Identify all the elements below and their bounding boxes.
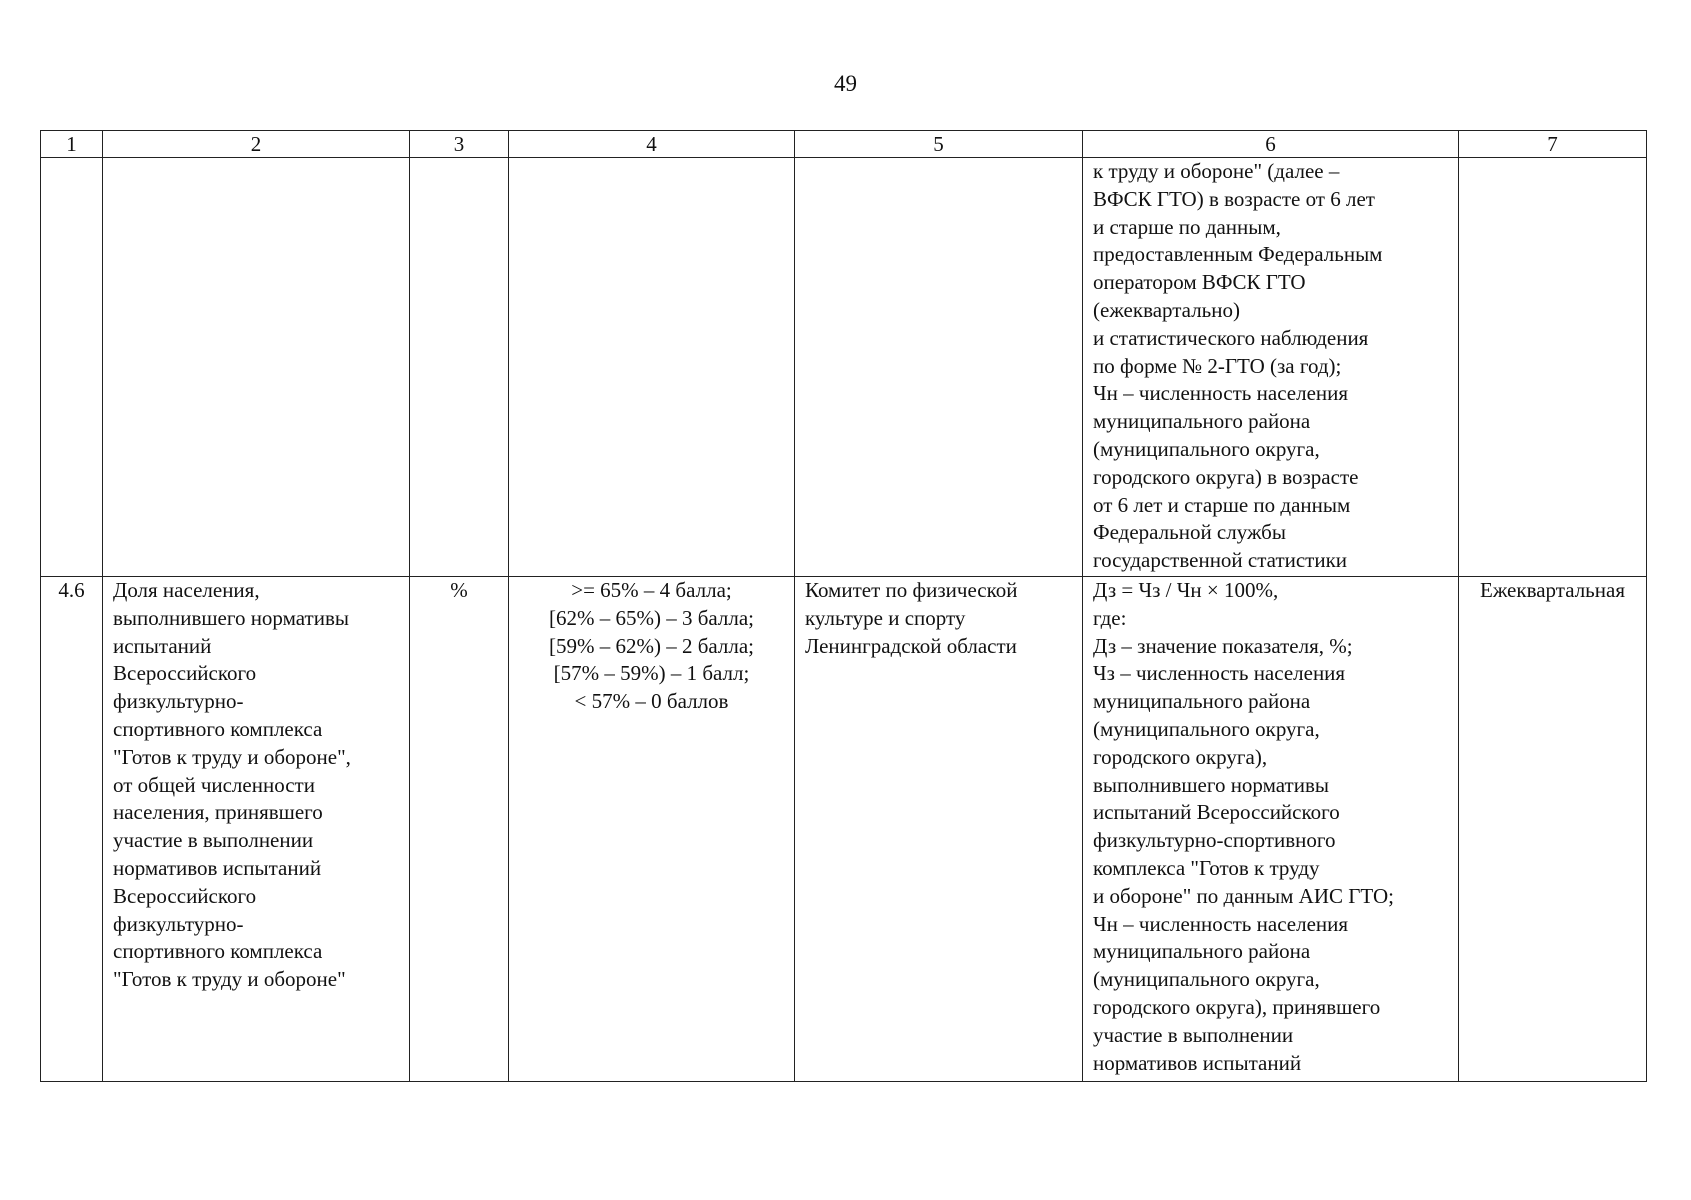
table-header-row	[41, 131, 1647, 158]
text-line: [62% – 65%) – 3 балла;	[548, 605, 755, 630]
frequency-cell: Ежеквартальная	[1459, 577, 1647, 1082]
text-line: предоставленным Федеральным	[1093, 242, 1383, 267]
text-line: >= 65% – 4 балла;	[571, 578, 732, 602]
text-line: комплекса "Готов к труду	[1093, 855, 1320, 880]
text-line: физкультурно-	[113, 911, 244, 936]
text-line: и статистического наблюдения	[1093, 325, 1369, 350]
text-line: Всероссийского	[113, 883, 257, 908]
table-row-continuation	[41, 158, 1647, 577]
column-header: 4	[509, 131, 795, 158]
text-line: спортивного комплекса	[113, 716, 323, 741]
text-line: участие в выполнении	[113, 828, 314, 853]
text-line: к труду и обороне" (далее –	[1093, 159, 1340, 183]
text-line: городского округа),	[1093, 744, 1268, 769]
text-line: испытаний Всероссийского	[1093, 800, 1340, 825]
text-line: выполнившего нормативы	[113, 605, 349, 630]
text-line: Федеральной службы	[1093, 520, 1286, 545]
text-line: и обороне" по данным АИС ГТО;	[1093, 883, 1394, 908]
text-line: муниципального района	[1093, 939, 1311, 964]
text-line: Дз – значение показателя, %;	[1093, 633, 1353, 658]
text-line: культуре и спорту	[805, 605, 966, 630]
text-line: испытаний	[113, 633, 212, 658]
scale-cell	[509, 577, 795, 1082]
text-line: [59% – 62%) – 2 балла;	[548, 633, 755, 658]
text-line: и старше по данным,	[1093, 214, 1281, 239]
column-header: 7	[1459, 131, 1647, 158]
text-line: (муниципального округа,	[1093, 436, 1320, 461]
text-line: ВФСК ГТО) в возрасте от 6 лет	[1093, 186, 1375, 211]
table-cell	[795, 158, 1083, 577]
formula-cell	[1083, 577, 1459, 1082]
text-line: выполнившего нормативы	[1093, 772, 1329, 797]
column-header: 2	[103, 131, 410, 158]
table-cell	[41, 158, 103, 577]
responsible-cell	[795, 577, 1083, 1082]
table-row-4-6	[41, 577, 1647, 1082]
table-cell	[103, 158, 410, 577]
text-line: Ленинградской области	[805, 633, 1017, 658]
text-line: нормативов испытаний	[1093, 1050, 1302, 1075]
text-line: Чн – численность населения	[1093, 381, 1349, 406]
indicator-name-cell	[103, 577, 410, 1082]
column-header: 3	[410, 131, 509, 158]
text-line: населения, принявшего	[113, 800, 323, 825]
text-line: Доля населения,	[113, 578, 260, 602]
text-line: спортивного комплекса	[113, 939, 323, 964]
text-line: "Готов к труду и обороне"	[113, 967, 346, 992]
page-number: 49	[834, 71, 857, 96]
text-line: оператором ВФСК ГТО	[1093, 270, 1306, 295]
text-line: [57% – 59%) – 1 балл;	[553, 661, 750, 686]
table-cell	[1459, 158, 1647, 577]
text-line: (ежеквартально)	[1093, 297, 1240, 322]
text-line: от общей численности	[113, 772, 315, 797]
text-line: государственной статистики	[1093, 548, 1348, 573]
row-number: 4.6	[41, 577, 103, 1082]
unit-cell: %	[410, 577, 509, 1082]
formula-continuation-cell	[1083, 158, 1459, 577]
table-cell	[410, 158, 509, 577]
text-line: Всероссийского	[113, 661, 257, 686]
text-line: муниципального района	[1093, 689, 1311, 714]
text-line: Чн – численность населения	[1093, 911, 1349, 936]
table-cell	[509, 158, 795, 577]
column-header: 6	[1083, 131, 1459, 158]
text-line: физкультурно-	[113, 689, 244, 714]
text-line: < 57% – 0 баллов	[574, 689, 729, 714]
text-line: от 6 лет и старше по данным	[1093, 492, 1351, 517]
text-line: физкультурно-спортивного	[1093, 828, 1336, 853]
text-line: (муниципального округа,	[1093, 967, 1320, 992]
text-line: "Готов к труду и обороне",	[113, 744, 351, 769]
text-line: Комитет по физической	[805, 578, 1018, 602]
text-line: (муниципального округа,	[1093, 716, 1320, 741]
text-line: где:	[1093, 605, 1127, 630]
text-line: городского округа) в возрасте	[1093, 464, 1359, 489]
text-line: Чз – численность населения	[1093, 661, 1346, 686]
text-line: участие в выполнении	[1093, 1022, 1294, 1047]
indicator-table	[40, 130, 1647, 1082]
column-header: 5	[795, 131, 1083, 158]
text-line: нормативов испытаний	[113, 855, 322, 880]
text-line: городского округа), принявшего	[1093, 994, 1381, 1019]
text-line: по форме № 2-ГТО (за год);	[1093, 353, 1342, 378]
text-line: Дз = Чз / Чн × 100%,	[1093, 578, 1279, 602]
text-line: муниципального района	[1093, 409, 1311, 434]
column-header: 1	[41, 131, 103, 158]
